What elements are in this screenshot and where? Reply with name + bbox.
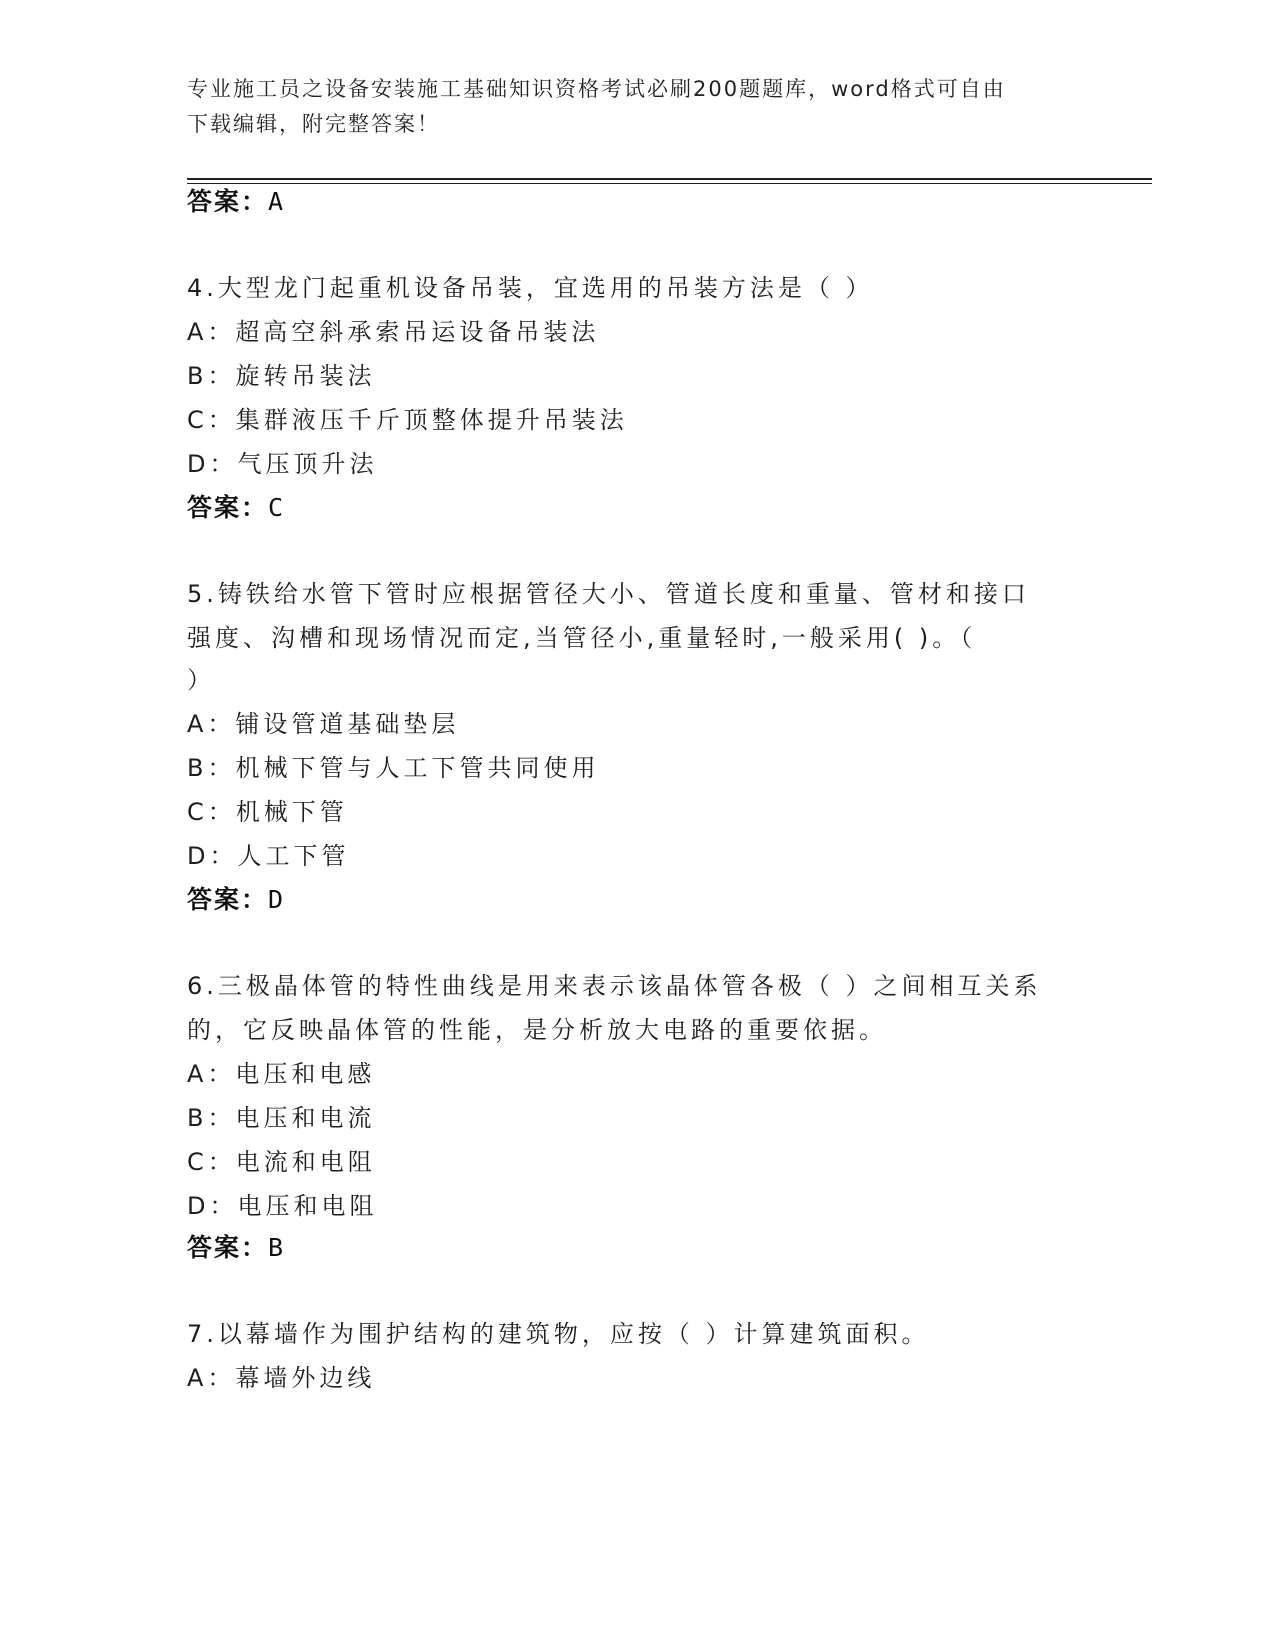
q6-option-b: B：电压和电流 (187, 1104, 376, 1132)
q5-option-b: B：机械下管与人工下管共同使用 (187, 754, 600, 782)
header-divider-thin (187, 183, 1152, 184)
q6-stem-line-1: 6.三极晶体管的特性曲线是用来表示该晶体管各极（ ）之间相互关系 (187, 972, 1042, 1000)
q4-option-c: C：集群液压千斤顶整体提升吊装法 (187, 406, 628, 434)
header-line-1: 专业施工员之设备安装施工基础知识资格考试必刷200题题库，word格式可自由 (187, 77, 1006, 101)
answer-q5 (187, 884, 284, 916)
answer-value: B (268, 1233, 285, 1262)
q5-option-a: A：铺设管道基础垫层 (187, 710, 460, 738)
q6-stem-line-2: 的，它反映晶体管的性能，是分析放大电路的重要依据。 (187, 1016, 887, 1044)
q5-stem-line-1: 5.铸铁给水管下管时应根据管径大小、管道长度和重量、管材和接口 (187, 580, 1030, 608)
q5-option-d: D：人工下管 (187, 842, 350, 870)
q4-option-a: A：超高空斜承索吊运设备吊装法 (187, 318, 600, 346)
q6-option-c: C：电流和电阻 (187, 1148, 376, 1176)
q5-option-c: C：机械下管 (187, 798, 348, 826)
answer-q4 (187, 492, 284, 524)
q7-stem: 7.以幕墙作为围护结构的建筑物，应按（ ）计算建筑面积。 (187, 1320, 930, 1348)
answer-label: 答案： (187, 187, 269, 216)
q4-stem: 4.大型龙门起重机设备吊装，宜选用的吊装方法是（ ） (187, 274, 874, 302)
answer-label: 答案： (187, 1233, 269, 1262)
q6-option-d: D：电压和电阻 (187, 1192, 378, 1220)
answer-value: A (268, 187, 285, 216)
answer-value: D (268, 885, 285, 914)
q5-stem-line-3: ） (187, 666, 215, 694)
q4-option-d: D：气压顶升法 (187, 450, 378, 478)
document-header (187, 72, 1067, 142)
q6-option-a: A：电压和电感 (187, 1060, 376, 1088)
answer-label: 答案： (187, 493, 269, 522)
header-divider-thick (187, 178, 1152, 180)
q5-stem-line-2: 强度、沟槽和现场情况而定,当管径小,重量轻时,一般采用( )。（ (187, 624, 977, 652)
q7-option-a: A：幕墙外边线 (187, 1364, 376, 1392)
answer-label: 答案： (187, 885, 269, 914)
answer-q3 (187, 186, 284, 218)
header-line-2: 下载编辑，附完整答案！ (187, 112, 440, 136)
answer-q6 (187, 1232, 284, 1264)
q4-option-b: B：旋转吊装法 (187, 362, 376, 390)
answer-value: C (268, 493, 285, 522)
